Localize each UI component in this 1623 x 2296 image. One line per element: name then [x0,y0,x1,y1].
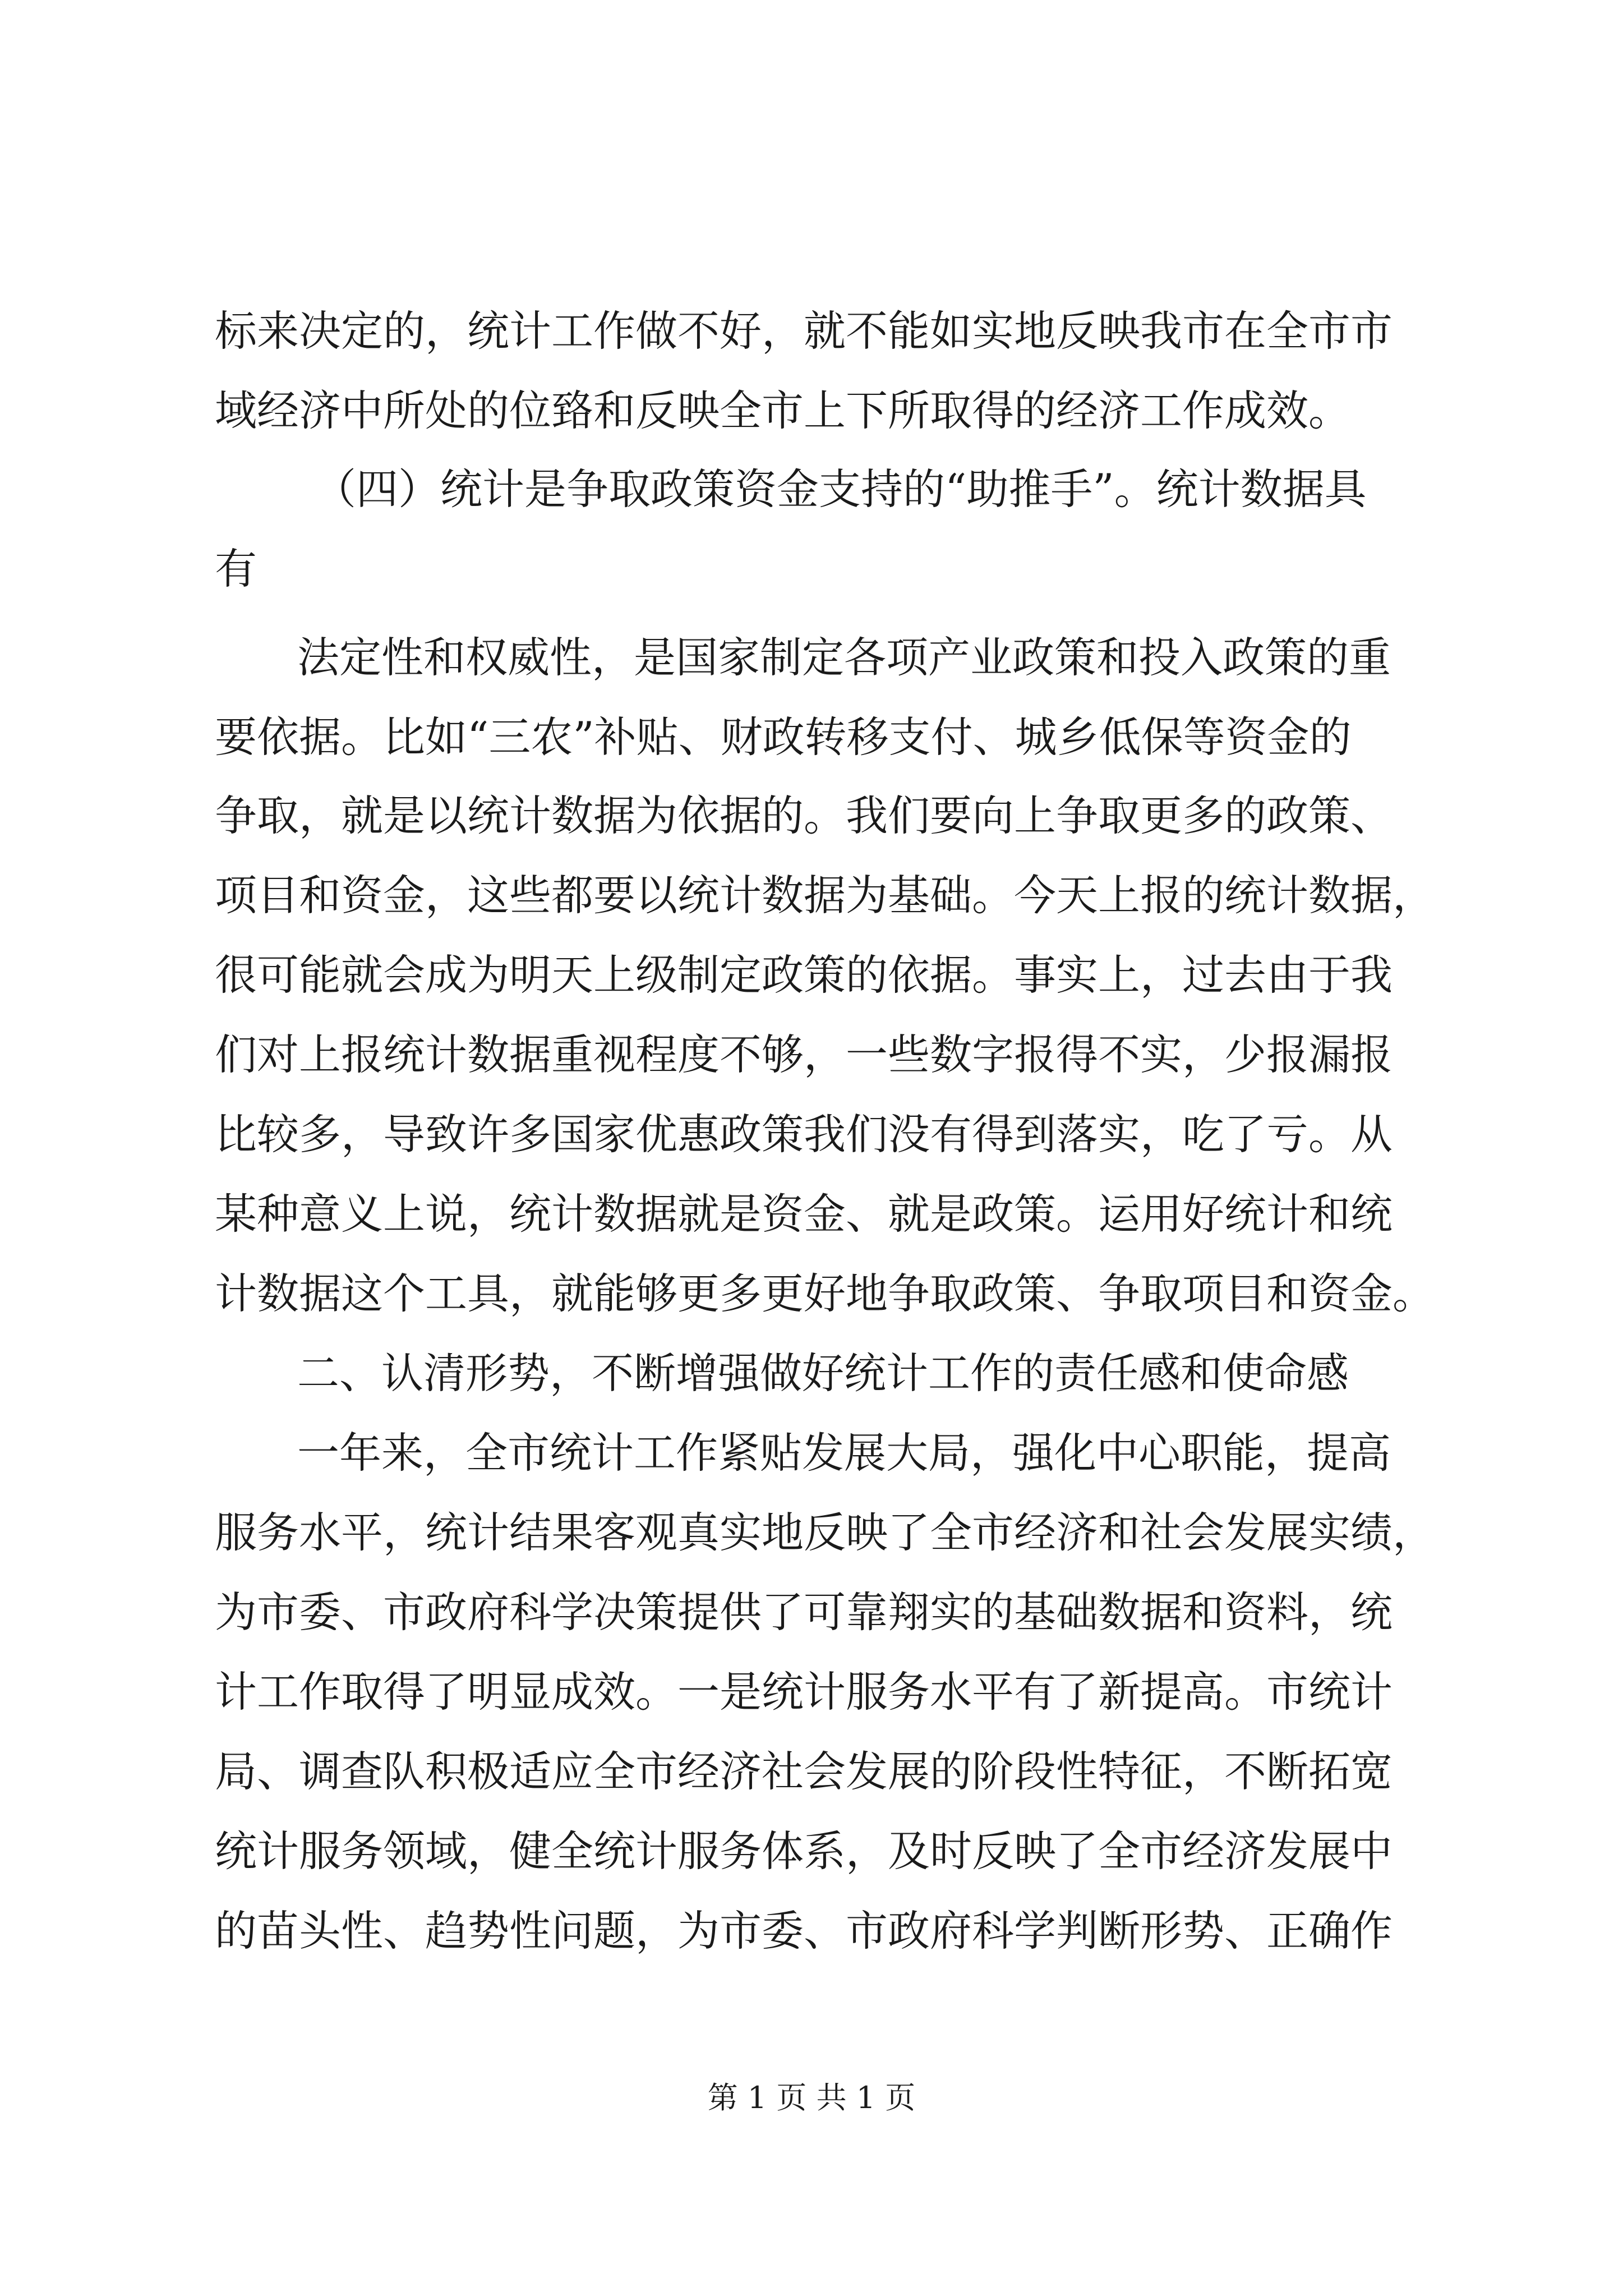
body-text-line: 要依据。比如“三农”补贴、财政转移支付、城乡低保等资金的 [215,712,1352,762]
body-text-line: 很可能就会成为明天上级制定政策的依据。事实上，过去由于我 [215,950,1393,1000]
body-text-line: 们对上报统计数据重视程度不够，一些数字报得不实，少报漏报 [215,1030,1393,1079]
body-text-line: 有 [215,544,257,593]
section-heading-line: 二、认清形势，不断增强做好统计工作的责任感和使命感 [297,1349,1349,1398]
body-text-line: 统计服务领域，健全统计服务体系，及时反映了全市经济发展中 [215,1826,1393,1876]
body-text-line: 计数据这个工具，就能够更多更好地争取政策、争取项目和资金。 [215,1269,1435,1318]
paragraph-first-line: 一年来，全市统计工作紧贴发展大局，强化中心职能，提高 [297,1428,1391,1478]
body-text-line: 争取，就是以统计数据为依据的。我们要向上争取更多的政策、 [215,791,1393,840]
body-text-line: 服务水平，统计结果客观真实地反映了全市经济和社会发展实绩， [215,1508,1435,1557]
section-heading-line: （四）统计是争取政策资金支持的“助推手”。统计数据具 [314,464,1367,514]
page-number-footer: 第 1 页 共 1 页 [707,2080,916,2115]
body-text-line: 局、调查队积极适应全市经济社会发展的阶段性特征，不断拓宽 [215,1747,1393,1796]
body-text-line: 的苗头性、趋势性问题，为市委、市政府科学判断形势、正确作 [215,1906,1393,1955]
body-text-line: 计工作取得了明显成效。一是统计服务水平有了新提高。市统计 [215,1667,1393,1717]
body-text-line: 项目和资金，这些都要以统计数据为基础。今天上报的统计数据， [215,871,1435,920]
body-text-line: 某种意义上说，统计数据就是资金、就是政策。运用好统计和统 [215,1189,1393,1239]
body-text-line: 域经济中所处的位臵和反映全市上下所取得的经济工作成效。 [215,386,1351,435]
body-text-line: 标来决定的，统计工作做不好，就不能如实地反映我市在全市市 [215,306,1393,356]
body-text-line: 比较多，导致许多国家优惠政策我们没有得到落实，吃了亏。从 [215,1110,1393,1159]
paragraph-first-line: 法定性和权威性，是国家制定各项产业政策和投入政策的重 [297,633,1391,682]
body-text-line: 为市委、市政府科学决策提供了可靠翔实的基础数据和资料，统 [215,1588,1393,1637]
